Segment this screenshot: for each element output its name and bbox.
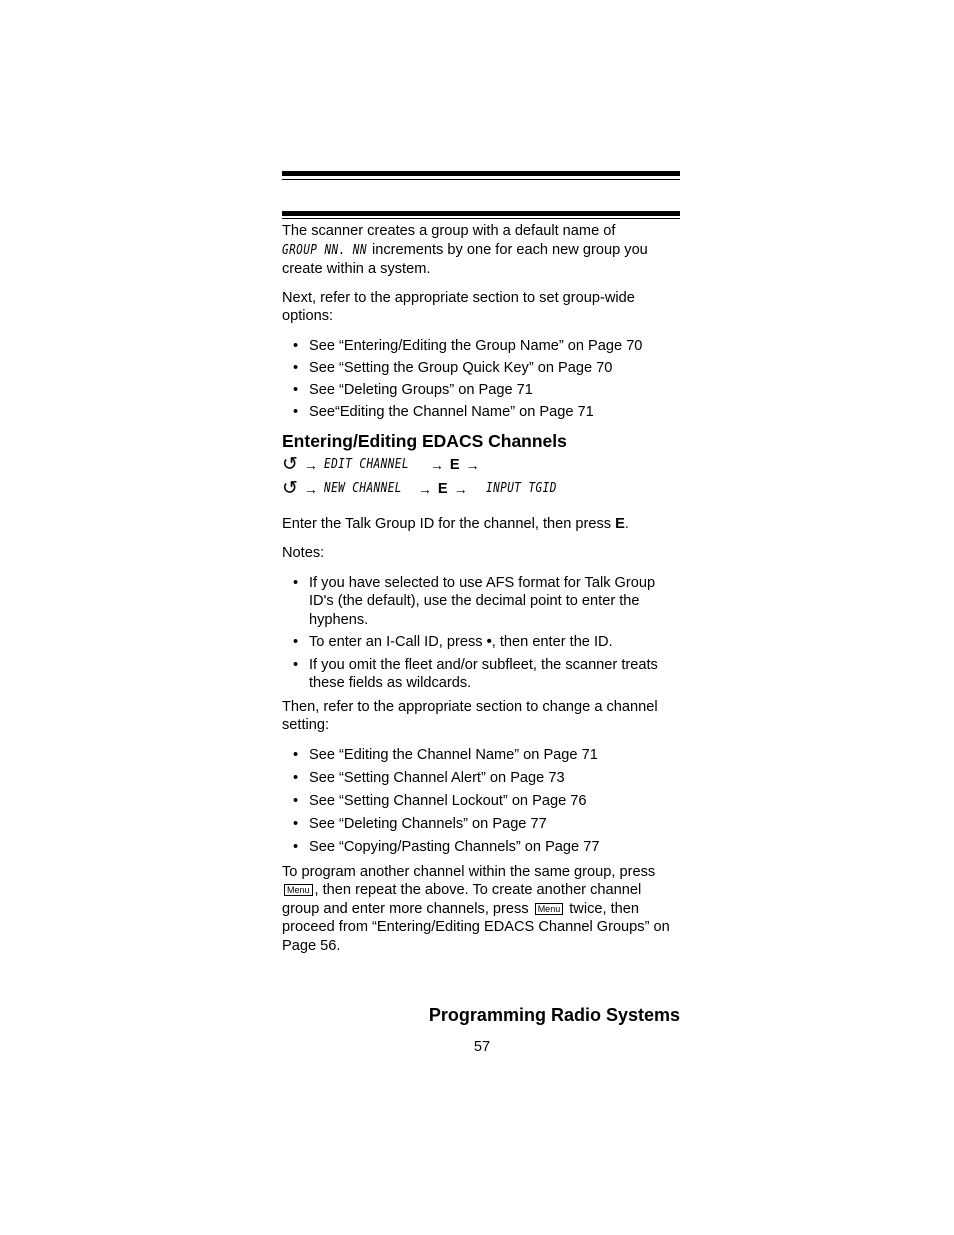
list-item: • See “Copying/Pasting Channels” on Page 77 [293, 839, 600, 856]
channel-options-list [282, 746, 680, 857]
menu-key-icon: Menu [284, 884, 313, 896]
list-item: • See “Editing the Channel Name” on Page 71 [293, 746, 598, 763]
header-rule-bottom-thin [282, 218, 680, 219]
enter-instruction: Enter the Talk Group ID for the channel, then press E. [282, 515, 629, 532]
arrow-icon: → [303, 457, 318, 474]
arrow-icon: → [417, 481, 432, 498]
arrow-icon: → [303, 481, 318, 498]
list-item: • See“Editing the Channel Name” on Page 71 [293, 403, 594, 420]
arrow-icon: → [465, 457, 480, 474]
notes-label: Notes: [282, 545, 325, 561]
list-item: • See “Setting Channel Lockout” on Page 76 [293, 792, 587, 809]
list-item: • See “Setting the Group Quick Key” on Page 70 [293, 359, 613, 376]
then-paragraph: Then, refer to the appropriate section to change a channel setting: [282, 698, 658, 733]
intro-text-before: The scanner creates a group with a default name of [282, 223, 616, 239]
list-item: • If you have selected to use AFS format for Talk Group ID's (the default), use the decimal point to enter the hyphens. [293, 574, 656, 628]
arrow-icon: → [453, 481, 468, 498]
header-rule-bottom-thick [282, 211, 680, 216]
intro-paragraph-2: Next, refer to the appropriate section to set group-wide options: [282, 289, 635, 324]
list-item: • See “Deleting Channels” on Page 77 [293, 816, 547, 833]
cycle-icon: ↺ [282, 454, 298, 476]
header-rule-top-thin [282, 179, 680, 180]
menu-key-icon: Menu [535, 903, 564, 915]
lcd-new-channel: NEW CHANNEL [323, 481, 402, 497]
list-item: • See “Entering/Editing the Group Name” on Page 70 [293, 337, 643, 354]
lcd-input-tgid: INPUT TGID [485, 481, 557, 497]
lcd-edit-channel: EDIT CHANNEL [323, 457, 409, 473]
e-key: E [437, 481, 448, 498]
intro-paragraph-1 [282, 222, 680, 279]
e-key: E [615, 515, 625, 532]
arrow-icon: → [429, 457, 444, 474]
decimal-point-icon: • [486, 634, 492, 650]
list-item: • See “Deleting Groups” on Page 71 [293, 381, 533, 398]
final-paragraph: To program another channel within the same group, press Menu , then repeat the above. To create another channel group and enter more channels, press Menu twice, then proceed from “Entering/Editing EDACS Channel Groups” on Page 56. [282, 863, 670, 954]
key-sequence-edit [282, 454, 680, 478]
section-heading: Entering/Editing EDACS Channels [282, 431, 567, 451]
intro-text-after: increments by one for each new group you create within a system. [282, 241, 648, 277]
notes-list [282, 574, 680, 693]
key-sequence-new [282, 478, 680, 502]
footer-title: Programming Radio Systems [428, 1005, 680, 1025]
cycle-icon: ↺ [282, 478, 298, 500]
list-item: • To enter an I-Call ID, press •, then enter the ID. [293, 634, 613, 650]
e-key: E [449, 457, 460, 474]
lcd-group-name: GROUP NN. NN [282, 242, 367, 258]
list-item: • See “Setting Channel Alert” on Page 73 [293, 769, 565, 786]
header-rule-top-thick [282, 171, 680, 176]
list-item: • If you omit the fleet and/or subfleet, the scanner treats these fields as wildcards. [293, 656, 658, 691]
page-number: 57 [473, 1039, 491, 1055]
page-content [282, 220, 680, 955]
group-options-list [282, 337, 680, 422]
